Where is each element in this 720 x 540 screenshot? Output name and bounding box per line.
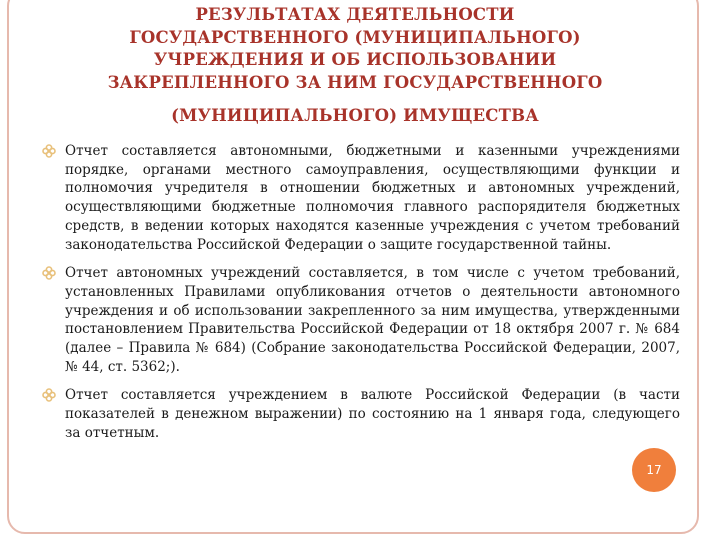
slide-title [40, 4, 670, 128]
title-line: РЕЗУЛЬТАТАХ ДЕЯТЕЛЬНОСТИ [195, 5, 515, 24]
bullet-list [40, 142, 680, 453]
list-item [40, 386, 680, 442]
title-line: ЗАКРЕПЛЕННОГО ЗА НИМ ГОСУДАРСТВЕННОГО [107, 72, 603, 92]
title-line: ГОСУДАРСТВЕННОГО (МУНИЦИПАЛЬНОГО) [129, 27, 581, 47]
clover-icon [42, 144, 56, 158]
bullet-text: Отчет составляется автономными, бюджетными и казенными учреждениями порядке, органами местного самоуправления, осуществляющими функции и полномочия учредителя в отношении бюджетных и автономных учреждений, осуществляющими бюджетные полномочия главного распорядителя бюджетных средств, в ведении которых находятся казенные учреждения с учетом требований законодательства Российской Федерации о защите государственной тайны. [65, 143, 680, 253]
list-item [40, 264, 680, 376]
page-number: 17 [646, 463, 662, 477]
bullet-text: Отчет автономных учреждений составляется, в том числе с учетом требований, установленных Правилами опубликования отчетов о деятельности автономного учреждения и об использовании закрепленного за ним имущества, утвержденными постановлением Правительства Российской Федерации от 18 октября 2007 г. № 684 (далее – Правила № 684) (Собрание законодательства Российской Федерации, 2007, № 44, ст. 5362;). [65, 265, 680, 375]
list-item [40, 142, 680, 254]
clover-icon [42, 266, 56, 280]
title-line: УЧРЕЖДЕНИЯ И ОБ ИСПОЛЬЗОВАНИИ [153, 50, 557, 69]
page-number-badge [632, 448, 676, 492]
clover-icon [42, 388, 56, 402]
bullet-text: Отчет составляется учреждением в валюте Российской Федерации (в части показателей в денежном выражении) по состоянию на 1 января года, следующего за отчетным. [65, 387, 680, 441]
title-line: (МУНИЦИПАЛЬНОГО) ИМУЩЕСТВА [171, 106, 539, 125]
